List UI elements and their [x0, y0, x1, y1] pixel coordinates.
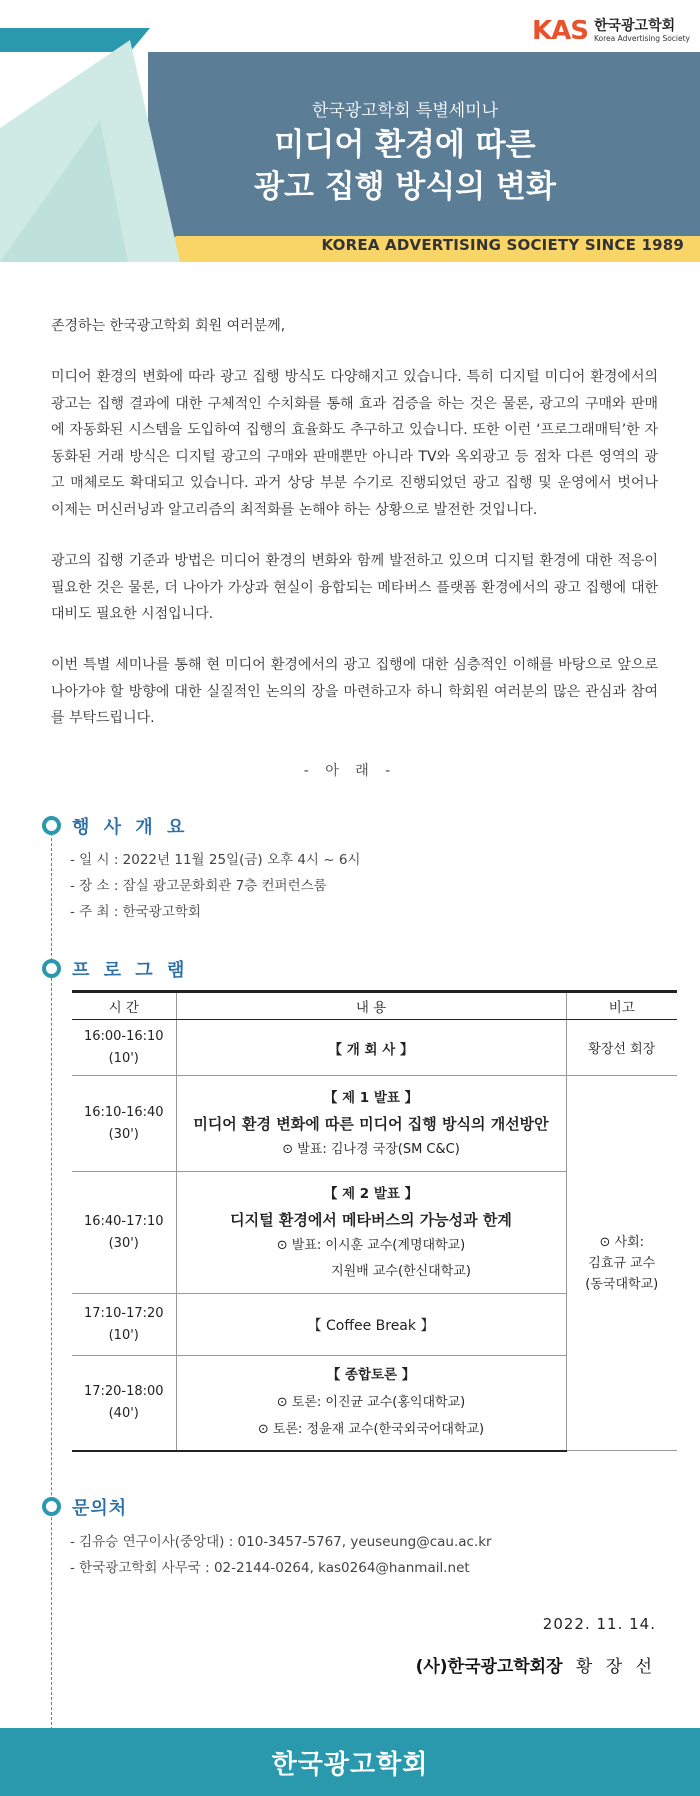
content-cell	[176, 1294, 566, 1356]
society-since-text: KOREA ADVERTISING SOCIETY SINCE 1989	[321, 236, 684, 254]
time-range: 16:00-16:10	[83, 1028, 164, 1044]
presenter: 지원배 교수(한신대학교)	[331, 1263, 471, 1279]
session-heading: 【 제 2 발표 】	[323, 1185, 419, 1202]
time-cell	[72, 1020, 176, 1076]
overview-item-place: - 장 소 : 잠실 광고문화회관 7층 컨퍼런스룸	[70, 878, 327, 894]
overview-title: 행 사 개 요	[72, 817, 189, 838]
presenter: ⊙ 발표: 김나경 국장(SM C&C)	[282, 1141, 460, 1157]
content-cell	[176, 1020, 566, 1076]
duration: (30')	[108, 1235, 139, 1251]
signature-name: 황 장 선	[575, 1657, 656, 1677]
seminar-title-line2: 광고 집행 방식의 변화	[254, 169, 556, 205]
signature-org: (사)한국광고학회장	[415, 1657, 563, 1677]
seminar-title-line1: 미디어 환경에 따른	[274, 127, 536, 163]
logo-mark: KAS	[531, 16, 588, 46]
logo-name-korean: 한국광고학회	[593, 18, 676, 34]
circle-marker-icon	[42, 816, 61, 835]
content-cell	[176, 1356, 566, 1451]
time-cell	[72, 1294, 176, 1356]
content-cell	[176, 1172, 566, 1294]
contact-item: - 김유승 연구이사(중앙대) : 010-3457-5767, yeuseung@cau.ac.kr	[70, 1534, 492, 1550]
overview-item-host: - 주 최 : 한국광고학회	[70, 904, 201, 920]
paragraph-2: 광고의 집행 기준과 방법은 미디어 환경의 변화와 함께 발전하고 있으며 디지털 환경에 대한 적응이 필요한 것은 물론, 더 나아가 가상과 현실이 융합되는 메타버스 플랫폼 환경에서의 광고 집행에 대한 대비도 필요한 시점입니다.	[51, 553, 658, 622]
moderator-label: ⊙ 사회:	[599, 1234, 645, 1250]
time-range: 17:10-17:20	[83, 1305, 164, 1321]
duration: (40')	[108, 1405, 139, 1421]
column-header-time: 시 간	[72, 992, 176, 1020]
session-heading: 【 Coffee Break 】	[307, 1317, 435, 1334]
greeting: 존경하는 한국광고학회 회원 여러분께,	[51, 318, 286, 334]
overview-item-date: - 일 시 : 2022년 11월 25일(금) 오후 4시 ~ 6시	[70, 852, 361, 868]
below-divider-text: - 아 래 -	[303, 763, 397, 779]
column-header-content: 내 용	[176, 992, 566, 1020]
duration: (30')	[108, 1126, 139, 1142]
table-header-row	[72, 992, 677, 1020]
time-range: 16:40-17:10	[83, 1213, 164, 1229]
seminar-subtitle: 한국광고학회 특별세미나	[311, 101, 499, 121]
table-row	[72, 1076, 677, 1172]
timeline-line	[51, 818, 52, 1730]
duration: (10')	[108, 1327, 139, 1343]
kas-logo	[532, 16, 690, 46]
signature	[416, 1652, 656, 1677]
session-heading: 【 종합토론 】	[326, 1367, 416, 1384]
contact-item: - 한국광고학회 사무국 : 02-2144-0264, kas0264@hanmail.net	[70, 1560, 470, 1576]
time-range: 16:10-16:40	[83, 1104, 164, 1120]
moderator-affiliation: (동국대학교)	[585, 1276, 659, 1292]
discussant: ⊙ 토론: 정윤재 교수(한국외국어대학교)	[257, 1422, 485, 1438]
duration: (10')	[108, 1050, 139, 1066]
column-header-note: 비고	[566, 992, 677, 1020]
circle-marker-icon	[42, 959, 61, 978]
time-range: 17:20-18:00	[83, 1383, 164, 1399]
moderator-name: 김효규 교수	[588, 1255, 656, 1271]
program-table	[72, 990, 677, 1452]
time-cell	[72, 1356, 176, 1451]
contact-title: 문의처	[72, 1498, 128, 1519]
program-title: 프 로 그 램	[72, 960, 189, 981]
discussant: ⊙ 토론: 이진균 교수(홍익대학교)	[276, 1395, 466, 1411]
seminar-title	[110, 124, 700, 208]
time-cell	[72, 1076, 176, 1172]
time-cell	[72, 1172, 176, 1294]
paragraph-3: 이번 특별 세미나를 통해 현 미디어 환경에서의 광고 집행에 대한 심층적인 이해를 바탕으로 앞으로 나아가야 할 방향에 대한 실질적인 논의의 장을 마련하고자 하니 학회원 여러분의 많은 관심과 참여를 부탁드립니다.	[51, 657, 658, 726]
header-banner	[0, 0, 700, 262]
content-cell	[176, 1076, 566, 1172]
session-topic: 디지털 환경에서 메타버스의 가능성과 한계	[230, 1210, 512, 1229]
moderator-cell	[566, 1076, 677, 1451]
session-topic: 미디어 환경 변화에 따른 미디어 집행 방식의 개선방안	[193, 1114, 549, 1133]
session-heading: 【 제 1 발표 】	[323, 1089, 419, 1106]
logo-name-english: Korea Advertising Society	[593, 34, 690, 43]
presenter: ⊙ 발표: 이시훈 교수(계명대학교)	[276, 1237, 466, 1253]
session-heading: 【 개 회 사 】	[328, 1041, 414, 1058]
footer-society-name: 한국광고학회	[271, 1750, 429, 1780]
circle-marker-icon	[42, 1497, 61, 1516]
issue-date: 2022. 11. 14.	[542, 1615, 656, 1633]
paragraph-1: 미디어 환경의 변화에 따라 광고 집행 방식도 다양해지고 있습니다. 특히 디지털 미디어 환경에서의 광고는 집행 결과에 대한 구체적인 수치화를 통해 효과 검증을 하는 것은 물론, 광고의 구매와 판매에 자동화된 시스템을 도입하여 집행의 효율화도 추구하고 있습니다. 또한 이런 ‘프로그래매틱’한 자동화된 거래 방식은 디지털 광고의 구매와 판매뿐만 아니라 TV와 옥외광고 등 점차 다른 영역의 광고 매체로도 확대되고 있습니다. 과거 상당 부분 수기로 진행되었던 광고 집행 및 운영에서 벗어나 이제는 머신러닝과 알고리즘의 최적화를 논해야 하는 상황으로 발전한 것입니다.	[51, 369, 658, 518]
note-cell: 황장선 회장	[566, 1020, 677, 1076]
table-row	[72, 1020, 677, 1076]
